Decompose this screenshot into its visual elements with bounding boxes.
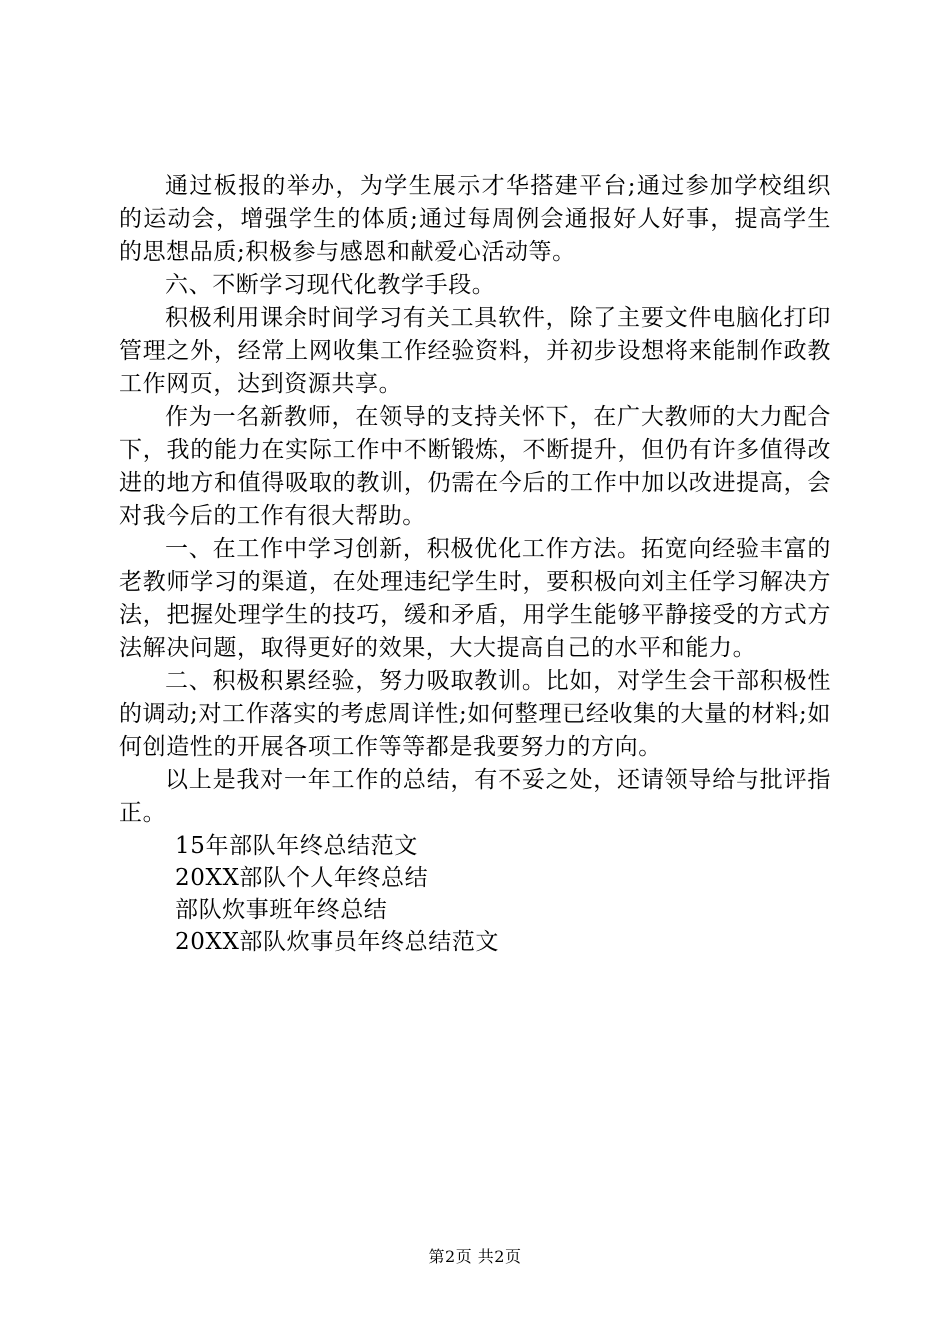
related-links-list	[119, 830, 831, 958]
paragraph: 二、积极积累经验，努力吸取教训。比如，对学生会干部积极性的调动;对工作落实的考虑周详性;如何整理已经收集的大量的材料;如何创造性的开展各项工作等等都是我要努力的方向。	[119, 668, 831, 760]
document-body	[119, 170, 831, 958]
paragraph: 一、在工作中学习创新，积极优化工作方法。拓宽向经验丰富的老教师学习的渠道，在处理违纪学生时，要积极向刘主任学习解决方法，把握处理学生的技巧，缓和矛盾，用学生能够平静接受的方式方法解决问题，取得更好的效果，大大提高自己的水平和能力。	[119, 536, 831, 661]
paragraph: 通过板报的举办，为学生展示才华搭建平台;通过参加学校组织的运动会，增强学生的体质;通过每周例会通报好人好事，提高学生的思想品质;积极参与感恩和献爱心活动等。	[119, 173, 831, 265]
page-number-footer: 第2页 共2页	[428, 1247, 522, 1266]
related-link[interactable]: 部队炊事班年终总结	[175, 897, 388, 923]
paragraph: 积极利用课余时间学习有关工具软件，除了主要文件电脑化打印管理之外，经常上网收集工作经验资料，并初步设想将来能制作政教工作网页，达到资源共享。	[119, 305, 831, 397]
related-link[interactable]: 20XX部队炊事员年终总结范文	[175, 929, 500, 955]
section-heading: 六、不断学习现代化教学手段。	[165, 272, 496, 298]
paragraph: 以上是我对一年工作的总结，有不妥之处，还请领导给与批评指正。	[119, 767, 831, 826]
related-link[interactable]: 20XX部队个人年终总结	[175, 865, 429, 891]
related-link[interactable]: 15年部队年终总结范文	[175, 833, 418, 859]
paragraph: 作为一名新教师，在领导的支持关怀下，在广大教师的大力配合下，我的能力在实际工作中不断锻炼，不断提升，但仍有许多值得改进的地方和值得吸取的教训，仍需在今后的工作中加以改进提高，会对我今后的工作有很大帮助。	[119, 404, 831, 529]
